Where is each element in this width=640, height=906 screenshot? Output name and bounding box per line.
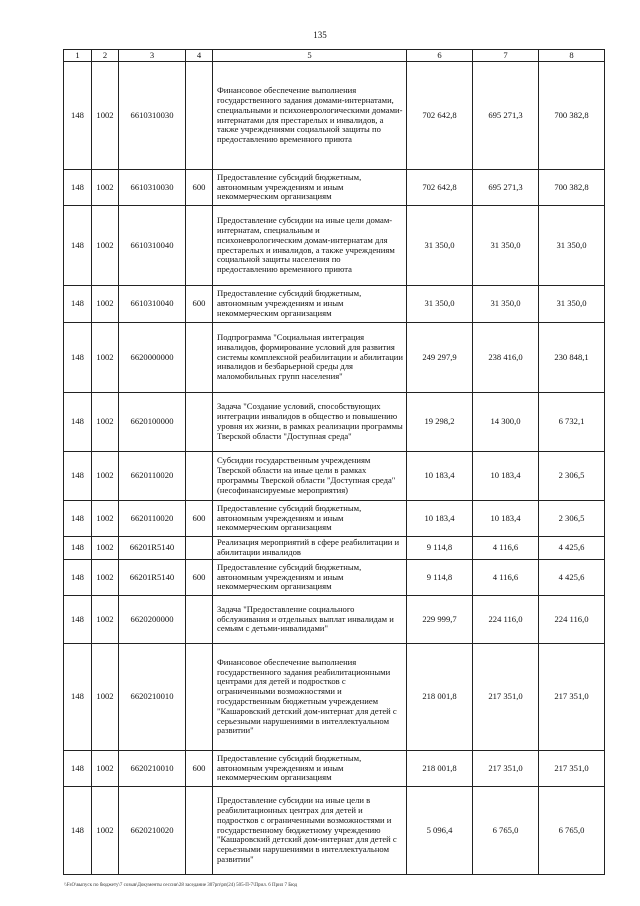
- amount-year-1: 9 114,8: [407, 560, 473, 596]
- subsection-code: 1002: [92, 596, 119, 644]
- item-name: Реализация мероприятий в сфере реабилитации и абилитации инвалидов: [213, 537, 407, 560]
- subsection-code: 1002: [92, 452, 119, 501]
- target-article-code: 6610310030: [119, 170, 186, 206]
- table-row: [64, 787, 605, 875]
- subsection-code: 1002: [92, 206, 119, 286]
- amount-year-1: 9 114,8: [407, 537, 473, 560]
- table-row: [64, 560, 605, 596]
- amount-year-3: 4 425,6: [539, 560, 605, 596]
- section-code: 148: [64, 787, 92, 875]
- amount-year-1: 5 096,4: [407, 787, 473, 875]
- target-article-code: 6610310040: [119, 206, 186, 286]
- amount-year-2: 31 350,0: [473, 206, 539, 286]
- item-name: Предоставление субсидий бюджетным, автономным учреждениям и иным некоммерческим организациям: [213, 560, 407, 596]
- section-code: 148: [64, 751, 92, 787]
- target-article-code: 66201R5140: [119, 537, 186, 560]
- expense-type-code: [186, 206, 213, 286]
- amount-year-2: 6 765,0: [473, 787, 539, 875]
- subsection-code: 1002: [92, 560, 119, 596]
- subsection-code: 1002: [92, 170, 119, 206]
- header-cell-4: 4: [186, 50, 213, 62]
- amount-year-2: 217 351,0: [473, 751, 539, 787]
- item-name: Финансовое обеспечение выполнения государственного задания реабилитационными центрами для детей и подростков с ограниченными возможностями и государственным бюджетным учреждением "Кашаровский детский дом-интернат для детей с серьезными нарушениями в интеллектуальном развитии": [213, 644, 407, 751]
- table-row: [64, 501, 605, 537]
- header-row: [64, 50, 605, 62]
- section-code: 148: [64, 393, 92, 452]
- table-row: [64, 286, 605, 323]
- item-name: Субсидии государственным учреждениям Тверской области на иные цели в рамках программы Тверской области "Доступная среда" (несофинансируемые мероприятия): [213, 452, 407, 501]
- section-code: 148: [64, 170, 92, 206]
- amount-year-1: 218 001,8: [407, 751, 473, 787]
- expense-type-code: [186, 452, 213, 501]
- table-row: [64, 393, 605, 452]
- subsection-code: 1002: [92, 286, 119, 323]
- expense-type-code: [186, 323, 213, 393]
- amount-year-1: 31 350,0: [407, 286, 473, 323]
- subsection-code: 1002: [92, 537, 119, 560]
- amount-year-3: 6 732,1: [539, 393, 605, 452]
- amount-year-3: 224 116,0: [539, 596, 605, 644]
- amount-year-2: 31 350,0: [473, 286, 539, 323]
- item-name: Предоставление субсидий бюджетным, автономным учреждениям и иным некоммерческим организациям: [213, 751, 407, 787]
- subsection-code: 1002: [92, 644, 119, 751]
- amount-year-3: 31 350,0: [539, 206, 605, 286]
- page-number: 135: [313, 30, 327, 40]
- header-cell-8: 8: [539, 50, 605, 62]
- section-code: 148: [64, 644, 92, 751]
- amount-year-1: 229 999,7: [407, 596, 473, 644]
- target-article-code: 6620110020: [119, 452, 186, 501]
- table-row: [64, 170, 605, 206]
- section-code: 148: [64, 501, 92, 537]
- section-code: 148: [64, 206, 92, 286]
- amount-year-1: 10 183,4: [407, 452, 473, 501]
- section-code: 148: [64, 452, 92, 501]
- amount-year-2: 224 116,0: [473, 596, 539, 644]
- section-code: 148: [64, 62, 92, 170]
- amount-year-2: 217 351,0: [473, 644, 539, 751]
- section-code: 148: [64, 323, 92, 393]
- target-article-code: 6620210010: [119, 644, 186, 751]
- amount-year-1: 218 001,8: [407, 644, 473, 751]
- table-row: [64, 596, 605, 644]
- amount-year-2: 4 116,6: [473, 560, 539, 596]
- item-name: Предоставление субсидий бюджетным, автономным учреждениям и иным некоммерческим организациям: [213, 286, 407, 323]
- amount-year-1: 10 183,4: [407, 501, 473, 537]
- amount-year-1: 702 642,8: [407, 170, 473, 206]
- expense-type-code: 600: [186, 170, 213, 206]
- table-row: [64, 751, 605, 787]
- target-article-code: 6620110020: [119, 501, 186, 537]
- item-name: Предоставление субсидии на иные цели в реабилитационных центрах для детей и подростков с ограниченными возможностями и государственному бюджетному учреждению "Кашаровский детский дом-интернат для детей с серьезными нарушениями в интеллектуальном развитии": [213, 787, 407, 875]
- item-name: Подпрограмма "Социальная интеграция инвалидов, формирование условий для развития системы комплексной реабилитации и абилитации инвалидов и безбарьерной среды для маломобильных групп населения": [213, 323, 407, 393]
- item-name: Предоставление субсидий бюджетным, автономным учреждениям и иным некоммерческим организациям: [213, 170, 407, 206]
- amount-year-1: 702 642,8: [407, 62, 473, 170]
- amount-year-3: 2 306,5: [539, 452, 605, 501]
- section-code: 148: [64, 537, 92, 560]
- amount-year-2: 10 183,4: [473, 452, 539, 501]
- amount-year-3: 230 848,1: [539, 323, 605, 393]
- table-row: [64, 206, 605, 286]
- subsection-code: 1002: [92, 62, 119, 170]
- expense-type-code: [186, 62, 213, 170]
- target-article-code: 6610310030: [119, 62, 186, 170]
- header-cell-6: 6: [407, 50, 473, 62]
- amount-year-3: 700 382,8: [539, 170, 605, 206]
- expense-type-code: 600: [186, 286, 213, 323]
- amount-year-2: 10 183,4: [473, 501, 539, 537]
- section-code: 148: [64, 596, 92, 644]
- expense-type-code: 600: [186, 501, 213, 537]
- item-name: Задача "Создание условий, способствующих интеграции инвалидов в общество и повышению уровня их жизни, в рамках реализации программы Тверской области "Доступная среда": [213, 393, 407, 452]
- table-row: [64, 644, 605, 751]
- target-article-code: 6610310040: [119, 286, 186, 323]
- item-name: Предоставление субсидий бюджетным, автономным учреждениям и иным некоммерческим организациям: [213, 501, 407, 537]
- amount-year-3: 700 382,8: [539, 62, 605, 170]
- target-article-code: 6620210020: [119, 787, 186, 875]
- subsection-code: 1002: [92, 323, 119, 393]
- subsection-code: 1002: [92, 501, 119, 537]
- amount-year-3: 2 306,5: [539, 501, 605, 537]
- amount-year-3: 6 765,0: [539, 787, 605, 875]
- table-body: [64, 62, 605, 875]
- target-article-code: 6620000000: [119, 323, 186, 393]
- amount-year-2: 695 271,3: [473, 62, 539, 170]
- expense-type-code: 600: [186, 560, 213, 596]
- item-name: Задача "Предоставление социального обслуживания и отдельных выплат инвалидам и семьям с детьми-инвалидами": [213, 596, 407, 644]
- expense-type-code: [186, 644, 213, 751]
- amount-year-2: 238 416,0: [473, 323, 539, 393]
- target-article-code: 66201R5140: [119, 560, 186, 596]
- amount-year-3: 31 350,0: [539, 286, 605, 323]
- amount-year-3: 4 425,6: [539, 537, 605, 560]
- table-row: [64, 62, 605, 170]
- table-row: [64, 452, 605, 501]
- expense-type-code: [186, 537, 213, 560]
- target-article-code: 6620200000: [119, 596, 186, 644]
- header-cell-7: 7: [473, 50, 539, 62]
- expense-type-code: 600: [186, 751, 213, 787]
- amount-year-1: 249 297,9: [407, 323, 473, 393]
- table-row: [64, 323, 605, 393]
- amount-year-1: 19 298,2: [407, 393, 473, 452]
- budget-table: [63, 49, 605, 875]
- header-cell-1: 1: [64, 50, 92, 62]
- expense-type-code: [186, 596, 213, 644]
- expense-type-code: [186, 393, 213, 452]
- amount-year-2: 695 271,3: [473, 170, 539, 206]
- expense-type-code: [186, 787, 213, 875]
- item-name: Предоставление субсидии на иные цели домам-интернатам, специальным и психоневрологическим домам-интернатам для престарелых и инвалидов, а также учреждениям социальной защиты населения по предоставлению временного приюта: [213, 206, 407, 286]
- target-article-code: 6620210010: [119, 751, 186, 787]
- section-code: 148: [64, 560, 92, 596]
- item-name: Финансовое обеспечение выполнения государственного задания домами-интернатами, специальными и психоневрологическими домами-интернатами для престарелых и инвалидов, а также учреждениями социальной защиты по предоставлению временного приюта: [213, 62, 407, 170]
- amount-year-3: 217 351,0: [539, 644, 605, 751]
- amount-year-3: 217 351,0: [539, 751, 605, 787]
- amount-year-2: 14 300,0: [473, 393, 539, 452]
- subsection-code: 1002: [92, 787, 119, 875]
- section-code: 148: [64, 286, 92, 323]
- header-cell-2: 2: [92, 50, 119, 62]
- amount-year-2: 4 116,6: [473, 537, 539, 560]
- table-row: [64, 537, 605, 560]
- header-cell-5: 5: [213, 50, 407, 62]
- header-cell-3: 3: [119, 50, 186, 62]
- subsection-code: 1002: [92, 751, 119, 787]
- amount-year-1: 31 350,0: [407, 206, 473, 286]
- target-article-code: 6620100000: [119, 393, 186, 452]
- footer-file-path: \\FsO\выпуск по бюджету\7 созыв\Документы сессии\28 заседание 307рп\рп(24) 505-П-7\Прил. 6 Прил 7 Бюд: [64, 883, 298, 888]
- subsection-code: 1002: [92, 393, 119, 452]
